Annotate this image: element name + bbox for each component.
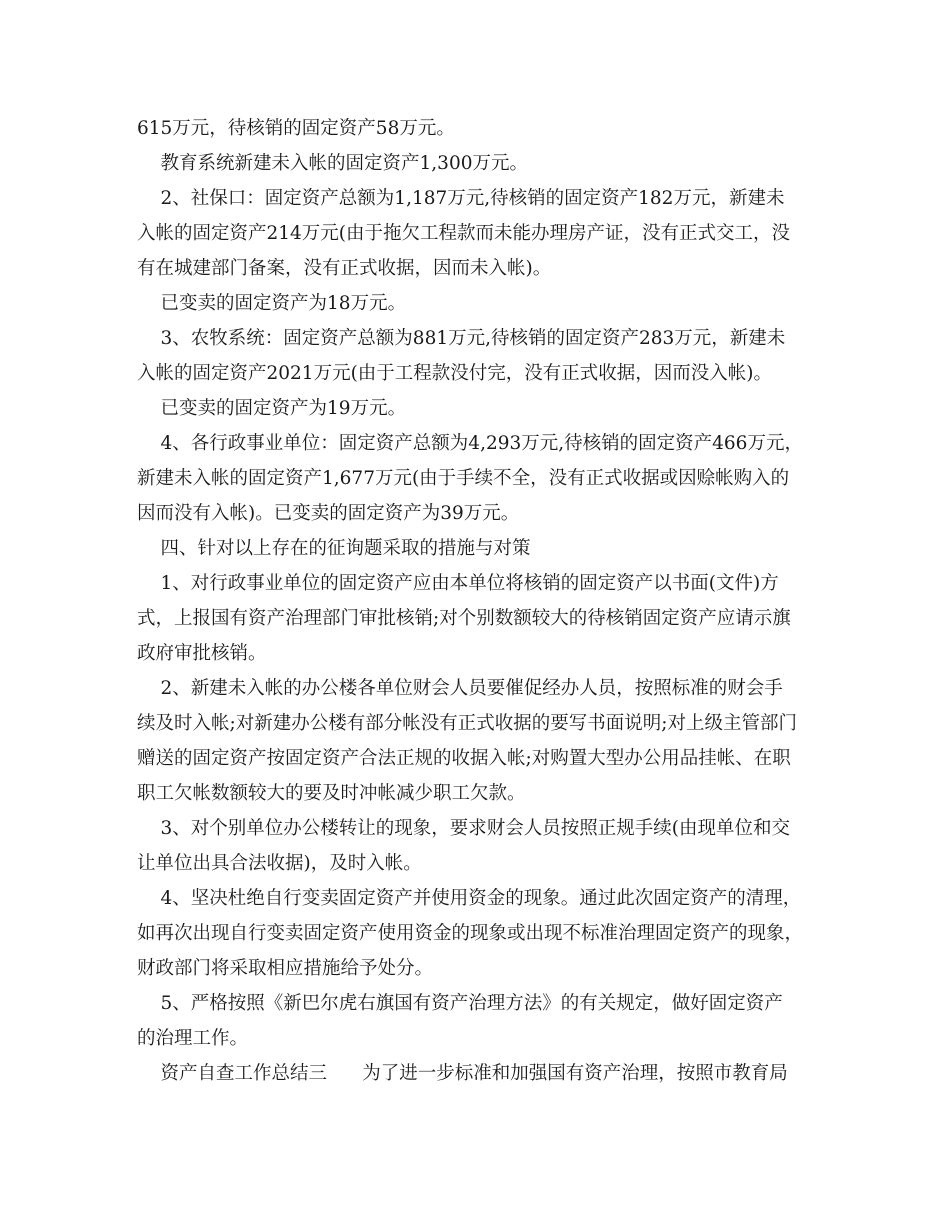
text-line: 政府审批核销。 (137, 643, 267, 664)
text-line: 1、对行政事业单位的固定资产应由本单位将核销的固定资产以书面(文件)方 (137, 573, 779, 594)
text-line: 4、各行政事业单位：固定资产总额为4,293万元,待核销的固定资产466万元， (137, 433, 803, 454)
text-line: 入帐的固定资产214万元(由于拖欠工程款而未能办理房产证，没有正式交工，没 (137, 223, 791, 244)
text-line: 2、社保口：固定资产总额为1,187万元,待核销的固定资产182万元，新建未 (137, 188, 785, 209)
text-line: 的治理工作。 (137, 1028, 249, 1049)
text-line: 有在城建部门备案，没有正式收据，因而未入帐)。 (137, 258, 552, 279)
text-line: 如再次出现自行变卖固定资产使用资金的现象或出现不标准治理固定资产的现象， (137, 923, 804, 944)
text-line: 4、坚决杜绝自行变卖固定资产并使用资金的现象。通过此次固定资产的清理， (137, 888, 802, 909)
text-line: 已变卖的固定资产为19万元。 (137, 398, 407, 419)
text-line: 职工欠帐数额较大的要及时冲帐减少职工欠款。 (137, 783, 526, 804)
text-line: 2、新建未入帐的办公楼各单位财会人员要催促经办人员，按照标准的财会手 (137, 678, 783, 699)
text-line: 财政部门将采取相应措施给予处分。 (137, 958, 434, 979)
text-line: 续及时入帐;对新建办公楼有部分帐没有正式收据的要写书面说明;对上级主管部门 (137, 713, 797, 734)
section-heading: 四、针对以上存在的征询题采取的措施与对策 (137, 538, 531, 559)
text-line: 已变卖的固定资产为18万元。 (137, 293, 407, 314)
text-line: 615万元，待核销的固定资产58万元。 (137, 118, 455, 139)
text-line: 3、农牧系统：固定资产总额为881万元,待核销的固定资产283万元，新建未 (137, 328, 786, 349)
text-line: 入帐的固定资产2021万元(由于工程款没付完，没有正式收据，因而没入帐)。 (137, 363, 773, 384)
text-line: 因而没有入帐)。已变卖的固定资产为39万元。 (137, 503, 520, 524)
text-line: 让单位出具合法收据)，及时入帐。 (137, 853, 422, 874)
text-line: 教育系统新建未入帐的固定资产1,300万元。 (137, 153, 528, 174)
text-line: 5、严格按照《新巴尔虎右旗国有资产治理方法》的有关规定，做好固定资产 (137, 993, 783, 1014)
text-line: 新建未入帐的固定资产1,677万元(由于手续不全，没有正式收据或因赊帐购入的 (137, 468, 790, 489)
text-line: 3、对个别单位办公楼转让的现象，要求财会人员按照正规手续(由现单位和交 (137, 818, 791, 839)
text-line: 式，上报国有资产治理部门审批核销;对个别数额较大的待核销固定资产应请示旗 (137, 608, 791, 629)
text-line: 资产自查工作总结三 为了进一步标准和加强国有资产治理，按照市教育局 (137, 1063, 788, 1084)
text-line: 赠送的固定资产按固定资产合法正规的收据入帐;对购置大型办公用品挂帐、在职 (137, 748, 791, 769)
